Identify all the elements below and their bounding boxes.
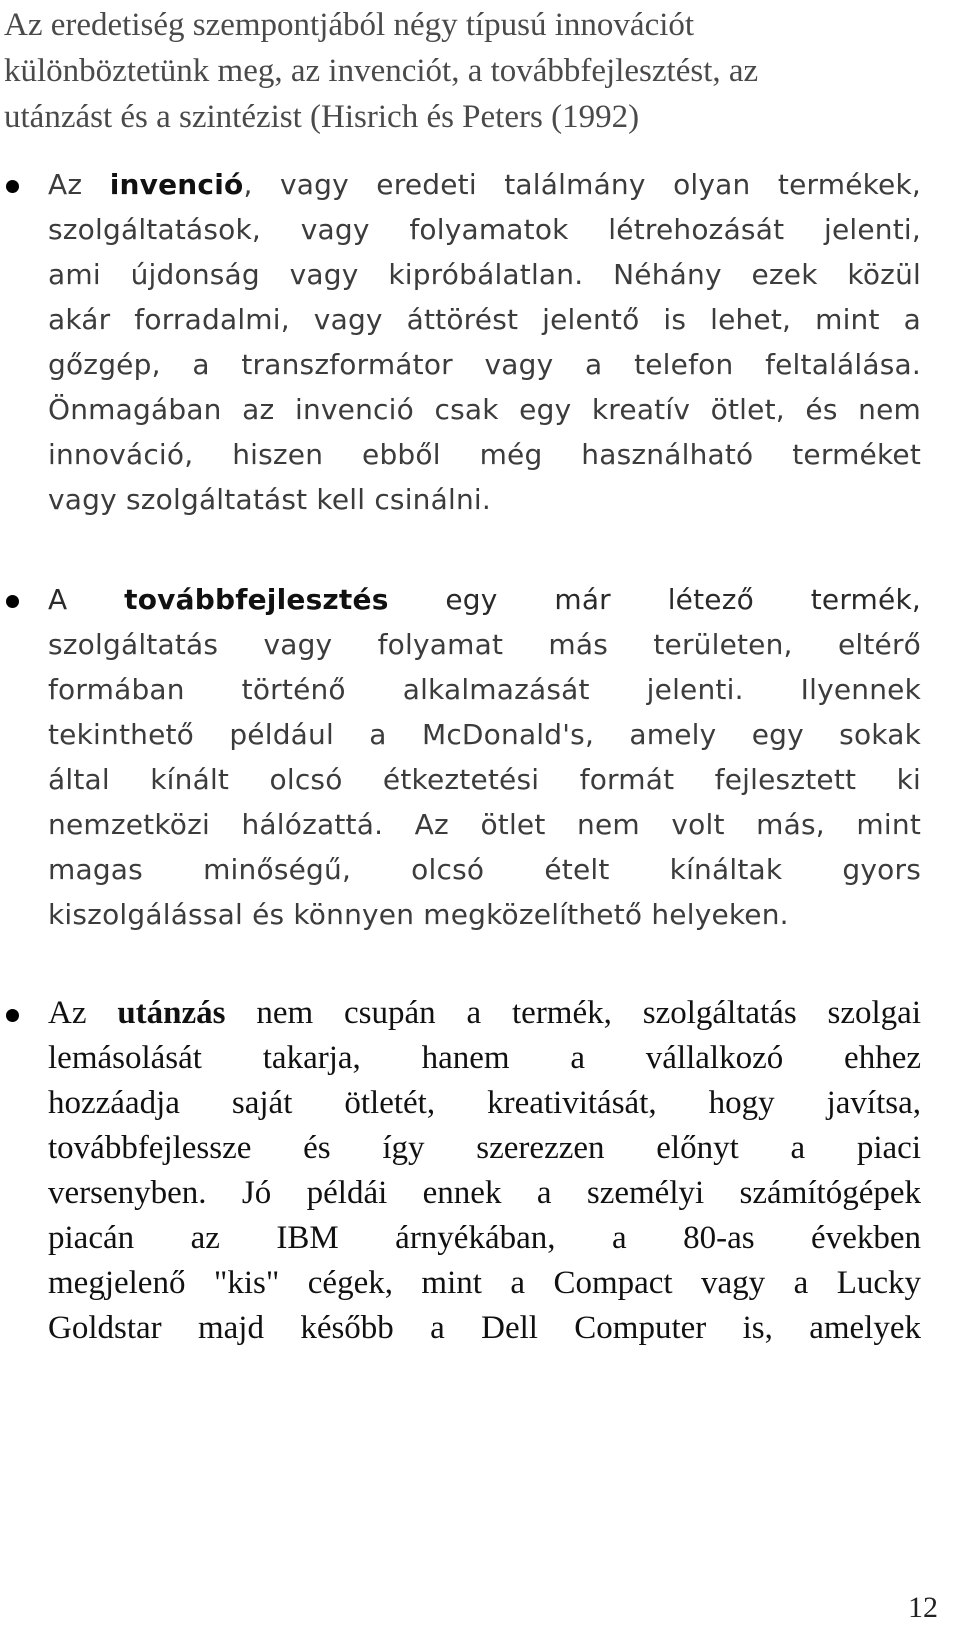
intro-line: különböztetünk meg, az invenciót, a továbbfejlesztést, az (4, 53, 759, 89)
intro-paragraph (4, 2, 920, 140)
paragraph-line: továbbfejlessze és így szerezzen előnyt a piaci (48, 1130, 921, 1166)
paragraph-line: hozzáadja saját ötletét, kreativitását, hogy javítsa, (48, 1085, 921, 1121)
paragraph-line: magas minőségű, olcsó ételt kínáltak gyors (48, 853, 921, 886)
paragraph-line: vagy szolgáltatást kell csinálni. (48, 483, 491, 516)
paragraph-line: formában történő alkalmazását jelenti. Ilyennek (48, 673, 921, 706)
page-number: 12 (908, 1591, 938, 1624)
bullet-icon (6, 180, 19, 193)
bullet-paragraph (48, 162, 921, 522)
bullet-icon (6, 595, 19, 608)
term-tovabbfejlesztes: továbbfejlesztés (124, 583, 389, 616)
paragraph-line: szolgáltatások, vagy folyamatok létrehozását jelenti, (48, 213, 921, 246)
bullet-paragraph (48, 991, 921, 1351)
paragraph-line: lemásolását takarja, hanem a vállalkozó ehhez (48, 1040, 921, 1076)
bullet-icon (6, 1009, 19, 1022)
intro-line: Az eredetiség szempontjából négy típusú innovációt (4, 7, 695, 43)
paragraph-line: Az utánzás nem csupán a termék, szolgáltatás szolgai (48, 995, 921, 1031)
paragraph-line: versenyben. Jó példái ennek a személyi számítógépek (48, 1175, 921, 1211)
paragraph-line: kiszolgálással és könnyen megközelíthető helyeken. (48, 898, 789, 931)
paragraph-line: ami újdonság vagy kipróbálatlan. Néhány ezek közül (48, 258, 921, 291)
paragraph-line: által kínált olcsó étkeztetési formát fejlesztett ki (48, 763, 921, 796)
paragraph-line: megjelenő "kis" cégek, mint a Compact vagy a Lucky (48, 1265, 921, 1301)
paragraph-line: tekinthető például a McDonald's, amely egy sokak (48, 718, 921, 751)
paragraph-line: szolgáltatás vagy folyamat más területen, eltérő (48, 628, 921, 661)
paragraph-line: gőzgép, a transzformátor vagy a telefon feltalálása. (48, 348, 921, 381)
bullet-paragraph (48, 577, 921, 937)
intro-line: utánzást és a szintézist (Hisrich és Peters (1992) (4, 99, 640, 135)
paragraph-line: nemzetközi hálózattá. Az ötlet nem volt más, mint (48, 808, 921, 841)
term-utanzas: utánzás (117, 995, 226, 1031)
paragraph-line: A továbbfejlesztés egy már létező termék, (48, 583, 921, 616)
term-invencio: invenció (109, 168, 244, 201)
paragraph-line: innováció, hiszen ebből még használható terméket (48, 438, 921, 471)
paragraph-line: akár forradalmi, vagy áttörést jelentő is lehet, mint a (48, 303, 921, 336)
paragraph-line: Az invenció, vagy eredeti találmány olyan termékek, (48, 168, 922, 201)
paragraph-line: piacán az IBM árnyékában, a 80-as években (48, 1220, 921, 1256)
paragraph-line: Goldstar majd később a Dell Computer is, amelyek (48, 1310, 921, 1346)
paragraph-line: Önmagában az invenció csak egy kreatív ötlet, és nem (48, 393, 921, 426)
